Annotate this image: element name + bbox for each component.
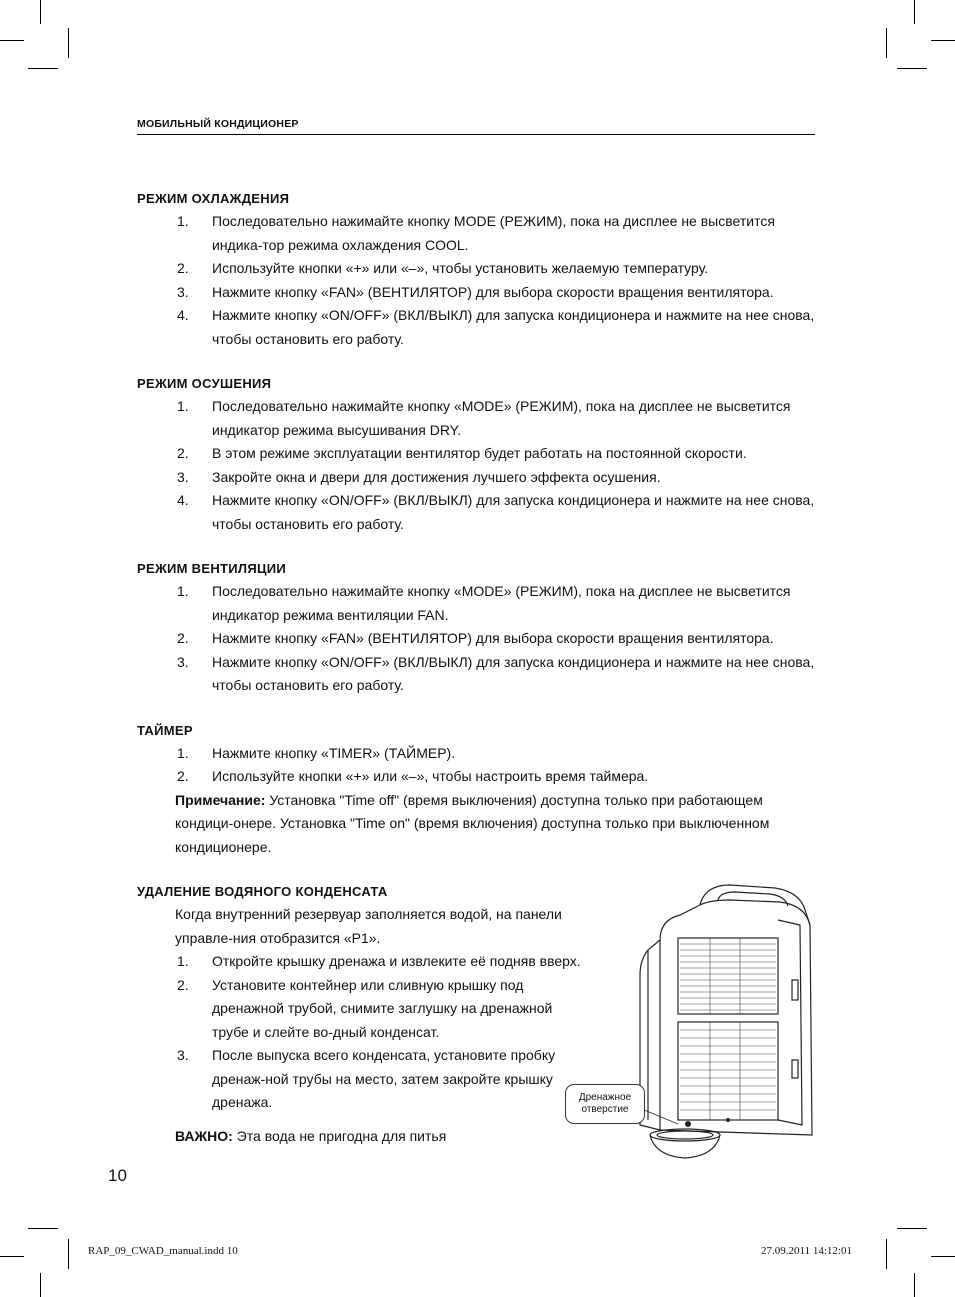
note-label: Примечание: — [175, 791, 266, 808]
header-title: МОБИЛЬНЫЙ КОНДИЦИОНЕР — [137, 118, 299, 130]
crop-mark — [68, 28, 69, 58]
list-item — [137, 950, 592, 974]
section-title-ventilation: РЕЖИМ ВЕНТИЛЯЦИИ — [137, 561, 287, 576]
item-number: 1. — [177, 398, 189, 414]
important-text: Эта вода не пригодна для питья — [232, 1127, 447, 1144]
item-number: 1. — [177, 583, 189, 599]
crop-mark — [931, 40, 955, 41]
list-item — [137, 466, 817, 490]
crop-mark — [0, 40, 24, 41]
item-text: Нажмите кнопку «FAN» (ВЕНТИЛЯТОР) для выбора скорости вращения вентилятора. — [212, 630, 774, 646]
item-number: 4. — [177, 492, 189, 508]
item-text: Последовательно нажимайте кнопку «MODE» (РЕЖИМ), пока на дисплее не высветится индикатор режима вентиляции FAN. — [212, 583, 791, 623]
list-item — [137, 257, 817, 281]
drying-steps — [137, 395, 817, 536]
crop-mark — [897, 68, 927, 69]
important-label: ВАЖНО: — [175, 1127, 233, 1144]
list-item — [137, 489, 817, 536]
list-item — [137, 304, 817, 351]
item-number: 1. — [177, 744, 189, 761]
list-item — [137, 974, 592, 1045]
timer-note — [137, 789, 817, 860]
crop-mark — [914, 0, 915, 24]
item-text: Нажмите кнопку «ON/OFF» (ВКЛ/ВЫКЛ) для запуска кондиционера и нажмите на нее снова, чтобы остановить его работу. — [212, 307, 815, 347]
ventilation-steps — [137, 580, 817, 698]
callout-line-2: отверстие — [581, 1104, 629, 1115]
page-number: 10 — [108, 1166, 127, 1185]
item-text: Используйте кнопки «+» или «–», чтобы настроить время таймера. — [212, 768, 649, 784]
item-number: 2. — [177, 976, 189, 993]
crop-mark — [931, 1256, 955, 1257]
item-number: 2. — [177, 630, 189, 646]
item-number: 4. — [177, 307, 189, 323]
drain-intro: Когда внутренний резервуар заполняется водой, на панели управле-ния отобразится «P1». — [175, 906, 562, 946]
timer-steps — [137, 742, 817, 789]
footer-file-info: RAP_09_CWAD_manual.indd 10 — [88, 1245, 238, 1257]
running-header — [137, 118, 815, 135]
item-number: 2. — [177, 260, 189, 276]
item-text: Последовательно нажимайте кнопку «MODE» (РЕЖИМ), пока на дисплее не высветится индикатор режима высушивания DRY. — [212, 398, 791, 438]
crop-mark — [886, 28, 887, 58]
list-item — [137, 765, 817, 789]
list-item — [137, 442, 817, 466]
item-number: 2. — [177, 445, 189, 461]
item-text: В этом режиме эксплуатации вентилятор будет работать на постоянной скорости. — [212, 445, 747, 461]
item-number: 1. — [177, 213, 189, 229]
item-number: 3. — [177, 653, 189, 670]
crop-mark — [886, 1239, 887, 1269]
list-item — [137, 395, 817, 442]
item-number: 1. — [177, 953, 189, 969]
crop-mark — [0, 1256, 24, 1257]
crop-mark — [897, 1228, 927, 1229]
item-text: Нажмите кнопку «FAN» (ВЕНТИЛЯТОР) для выбора скорости вращения вентилятора. — [212, 283, 774, 300]
crop-mark — [28, 68, 58, 69]
item-text: Нажмите кнопку «ON/OFF» (ВКЛ/ВЫКЛ) для запуска кондиционера и нажмите на нее снова, чтобы остановить его работу. — [212, 492, 815, 532]
list-item — [137, 281, 817, 305]
crop-mark — [68, 1239, 69, 1269]
cooling-steps — [137, 210, 817, 351]
list-item — [137, 651, 817, 698]
item-number: 2. — [177, 768, 189, 784]
item-number: 3. — [177, 283, 189, 300]
item-text: Закройте окна и двери для достижения лучшего эффекта осушения. — [212, 468, 661, 485]
item-number: 3. — [177, 1047, 189, 1063]
item-text: После выпуска всего конденсата, установите пробку дренаж-ной трубы на место, затем закройте крышку дренажа. — [212, 1047, 556, 1110]
note-text: Установка "Time off" (время выключения) доступна только при работающем кондици-онере. Установка "Time on" (время включения) доступна только при выключенном кондиционере. — [175, 791, 770, 855]
item-number: 3. — [177, 468, 189, 485]
crop-mark — [28, 1228, 58, 1229]
crop-mark — [914, 1273, 915, 1297]
item-text: Откройте крышку дренажа и извлеките её подняв вверх. — [212, 953, 581, 969]
section-title-drain: УДАЛЕНИЕ ВОДЯНОГО КОНДЕНСАТА — [137, 884, 388, 899]
crop-mark — [40, 0, 41, 24]
crop-mark — [40, 1273, 41, 1297]
item-text: Используйте кнопки «+» или «–», чтобы установить желаемую температуру. — [212, 260, 709, 276]
section-title-drying: РЕЖИМ ОСУШЕНИЯ — [137, 376, 272, 391]
list-item — [137, 1044, 592, 1115]
item-text: Установите контейнер или сливную крышку под дренажной трубой, снимите заглушку на дренажной трубе и слейте во-дный конденсат. — [212, 976, 553, 1040]
list-item — [137, 742, 817, 766]
section-title-timer: ТАЙМЕР — [137, 722, 193, 738]
air-conditioner-illustration — [560, 880, 840, 1170]
list-item — [137, 580, 817, 627]
item-text: Нажмите кнопку «ON/OFF» (ВКЛ/ВЫКЛ) для запуска кондиционера и нажмите на нее снова, чтобы остановить его работу. — [212, 653, 815, 693]
list-item — [137, 627, 817, 651]
item-text: Последовательно нажимайте кнопку MODE (РЕЖИМ), пока на дисплее не высветится индика-тор режима охлаждения COOL. — [212, 213, 775, 253]
callout-line-1: Дренажное — [578, 1092, 632, 1103]
section-title-cooling: РЕЖИМ ОХЛАЖДЕНИЯ — [137, 191, 290, 206]
list-item — [137, 210, 817, 257]
item-text: Нажмите кнопку «TIMER» (ТАЙМЕР). — [212, 744, 456, 761]
footer-datetime: 27.09.2011 14:12:01 — [761, 1245, 852, 1257]
drain-hole-callout — [565, 1084, 645, 1124]
